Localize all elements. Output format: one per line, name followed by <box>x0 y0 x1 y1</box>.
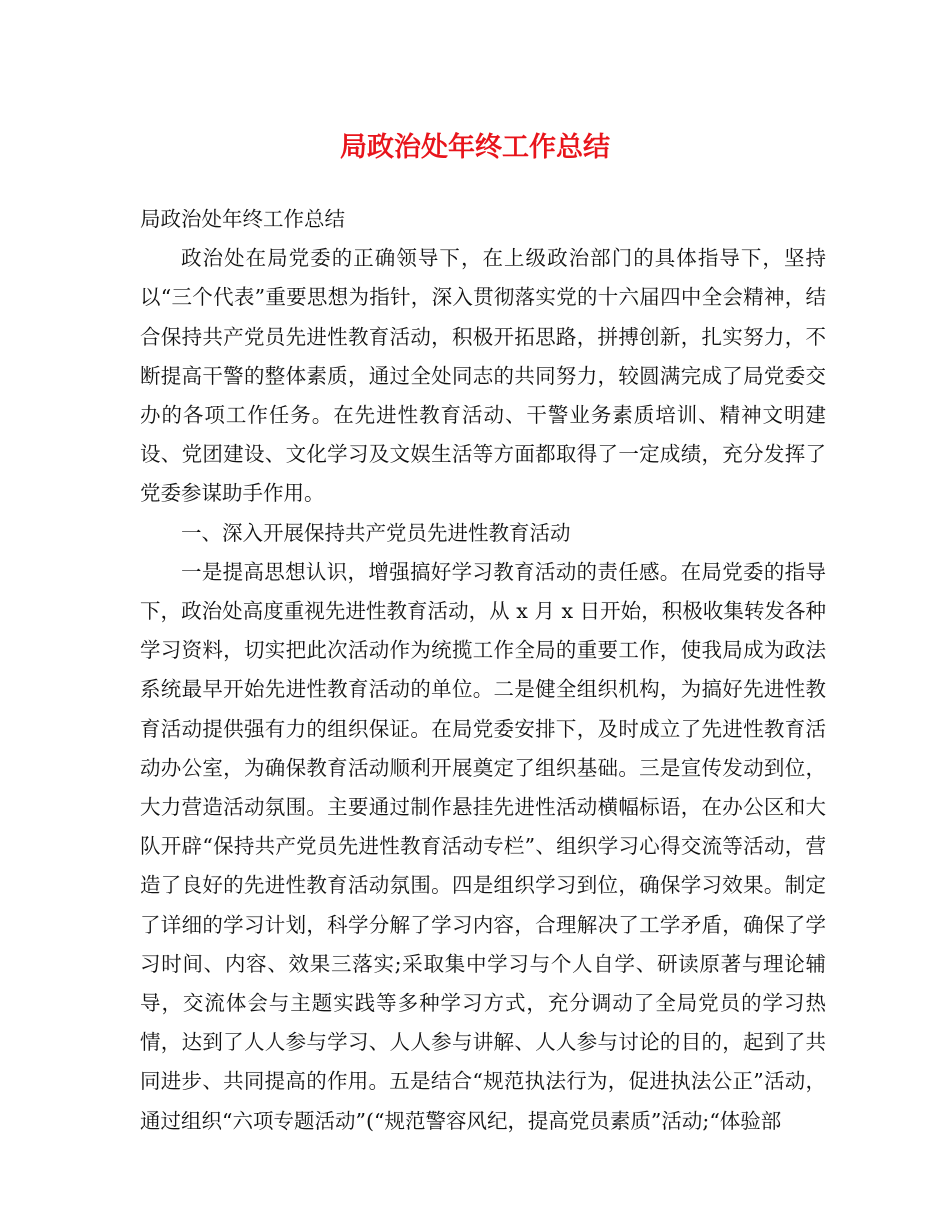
section-heading-1: 一、深入开展保持共产党员先进性教育活动 <box>181 520 571 545</box>
document-subtitle: 局政治处年终工作总结 <box>140 207 345 231</box>
document-body <box>140 200 826 1141</box>
section-1-paragraph: 一是提高思想认识，增强搞好学习教育活动的责任感。在局党委的指导下，政治处高度重视先进性教育活动，从 x 月 x 日开始，积极收集转发各种学习资料，切实把此次活动作为统揽工作全局的重要工作，使我局成为政法系统最早开始先进性教育活动的单位。二是健全组织机构，为搞好先进性教育活动提供强有力的组织保证。在局党委安排下，及时成立了先进性教育活动办公室，为确保教育活动顺利开展奠定了组织基础。三是宣传发动到位，大力营造活动氛围。主要通过制作悬挂先进性活动横幅标语，在办公区和大队开辟“保持共产党员先进性教育活动专栏”、组织学习心得交流等活动，营造了良好的先进性教育活动氛围。四是组织学习到位，确保学习效果。制定了详细的学习计划，科学分解了学习内容，合理解决了工学矛盾，确保了学习时间、内容、效果三落实;采取集中学习与个人自学、研读原著与理论辅导，交流体会与主题实践等多种学习方式，充分调动了全局党员的学习热情，达到了人人参与学习、人人参与讲解、人人参与讨论的目的，起到了共同进步、共同提高的作用。五是结合“规范执法行为，促进执法公正”活动，通过组织“六项专题活动”(“规范警容风纪，提高党员素质”活动;“体验部 <box>140 559 826 1133</box>
intro-paragraph: 政治处在局党委的正确领导下，在上级政治部门的具体指导下，坚持以“三个代表”重要思想为指针，深入贯彻落实党的十六届四中全会精神，结合保持共产党员先进性教育活动，积极开拓思路，拼搏创新，扎实努力，不断提高干警的整体素质，通过全处同志的共同努力，较圆满完成了局党委交办的各项工作任务。在先进性教育活动、干警业务素质培训、精神文明建设、党团建设、文化学习及文娱生活等方面都取得了一定成绩，充分发挥了党委参谋助手作用。 <box>140 246 826 506</box>
document-title: 局政治处年终工作总结 <box>340 132 610 163</box>
